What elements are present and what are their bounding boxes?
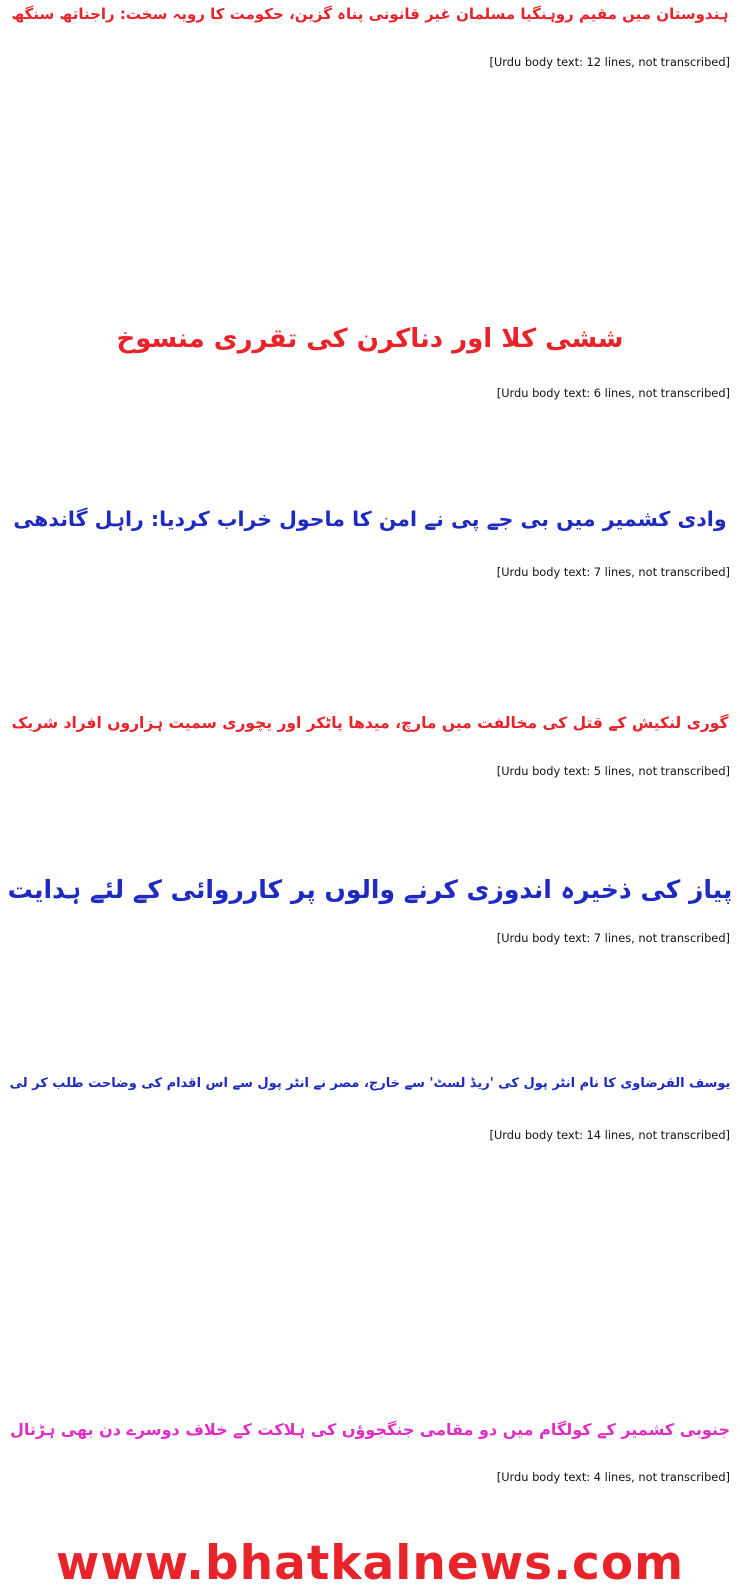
article-qaradawi: [6, 1067, 734, 1411]
body-onion-hoarding: [Urdu body text: 7 lines, not transcribed]: [496, 931, 730, 945]
body-kulgam-strike: [Urdu body text: 4 lines, not transcribed]: [496, 1470, 730, 1484]
article-rohingya: [6, 0, 734, 307]
headline-rohingya: ہندوستان میں مقیم روہنگیا مسلمان غیر قانونی پناہ گزین، حکومت کا رویہ سخت: راجناتھ سنگھ: [11, 5, 729, 23]
body-qaradawi: [Urdu body text: 14 lines, not transcribed]: [489, 1128, 730, 1142]
body-sasikala: [Urdu body text: 6 lines, not transcribed]: [496, 386, 730, 400]
article-rahul-gandhi: [6, 494, 734, 707]
headline-rahul-gandhi: وادی کشمیر میں بی جے پی نے امن کا ماحول خراب کردیا: راہل گاندھی: [13, 507, 727, 531]
article-sasikala: [6, 307, 734, 494]
article-onion-hoarding: [6, 864, 734, 1067]
body-gauri-lankesh: [Urdu body text: 5 lines, not transcribed]: [496, 764, 730, 778]
body-rohingya: [Urdu body text: 12 lines, not transcribed]: [489, 55, 730, 69]
headline-kulgam-strike: جنوبی کشمیر کے کولگام میں دو مقامی جنگجوؤں کی ہلاکت کے خلاف دوسرے دن بھی ہڑتال: [9, 1420, 731, 1439]
headline-qaradawi: یوسف القرضاوی کا نام انٹر پول کی 'ریڈ لسٹ' سے خارج، مصر نے انٹر پول سے اس اقدام کی وضاحت طلب کر لی: [9, 1076, 731, 1091]
headline-onion-hoarding: پیاز کی ذخیرہ اندوزی کرنے والوں پر کارروائی کے لئے ہدایت: [7, 875, 733, 904]
article-gauri-lankesh: [6, 707, 734, 864]
body-rahul-gandhi: [Urdu body text: 7 lines, not transcribed]: [496, 565, 730, 579]
article-kulgam-strike: [6, 1411, 734, 1539]
headline-gauri-lankesh: گوری لنکیش کے قتل کی مخالفت میں مارچ، میدھا پاٹکر اور یچوری سمیت ہزاروں افراد شریک: [11, 714, 729, 732]
headline-sasikala: ششی کلا اور دناکرن کی تقرری منسوخ: [116, 324, 624, 354]
site-banner: www.bhatkalnews.com: [55, 1540, 685, 1588]
